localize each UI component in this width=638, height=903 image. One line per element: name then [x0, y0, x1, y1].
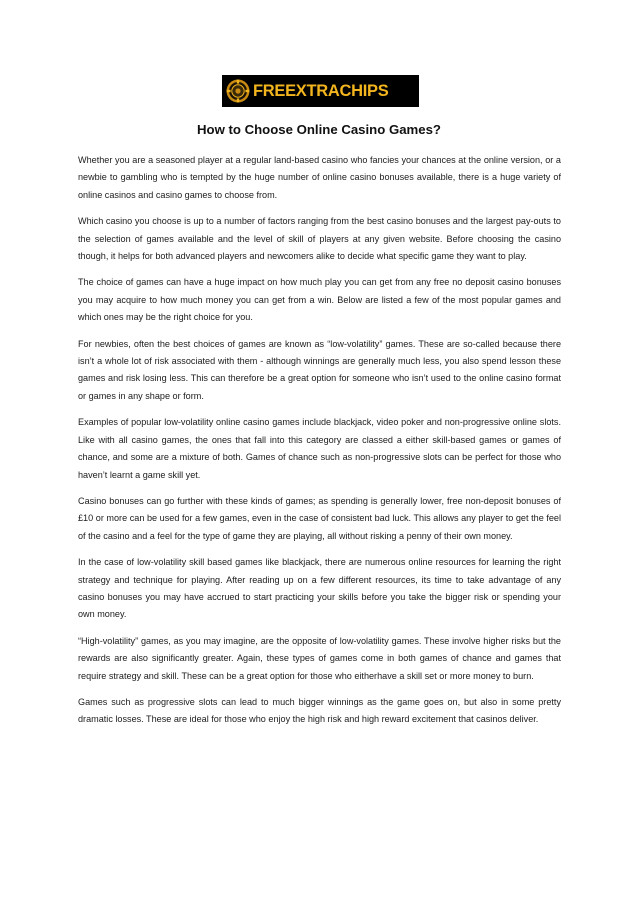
paragraph: “High-volatility” games, as you may imagine, are the opposite of low-volatility games. These involve higher risks but the rewards are also significantly greater. Again, these types of games come in both games of chance and games that require strategy and skill. These can be a great option for those who eitherhave a skill set or more money to burn.: [78, 635, 561, 681]
paragraph: For newbies, often the best choices of games are known as “low-volatility” games. These are so-called because there isn’t a whole lot of risk associated with them - although winnings are generally much less, you also spend lesson these games and risk losing less. This can therefore be a great option for someone who isn’t used to the online casino format or games in any shape or form.: [78, 338, 561, 401]
paragraph: The choice of games can have a huge impact on how much play you can get from any free no deposit casino bonuses you may acquire to how much money you can get from a win. Below are listed a few of the most popular games and which ones may be the right choice for you.: [78, 277, 561, 323]
paragraph: In the case of low-volatility skill based games like blackjack, there are numerous online resources for learning the right strategy and technique for playing. After reading up on a few different resources, its time to take advantage of any casino bonuses you may have accrued to start practicing your skills before you take the bigger risk or spending your own money.: [78, 557, 561, 620]
casino-chip-icon: [226, 79, 250, 103]
paragraph: Games such as progressive slots can lead to much bigger winnings as the game goes on, but also in some pretty dramatic losses. These are ideal for those who enjoy the high risk and high reward excitement that casinos deliver.: [78, 696, 561, 725]
paragraph: Which casino you choose is up to a number of factors ranging from the best casino bonuses and the largest pay-outs to the selection of games available and the level of skill of players at any given website. Before choosing the casino though, it helps for both advanced players and newcomers alike to decide what specific game they want to play.: [78, 216, 561, 262]
logo-wordmark: FREEXTRACHIPS: [253, 81, 389, 100]
document-body: [78, 152, 561, 738]
paragraph: Casino bonuses can go further with these kinds of games; as spending is generally lower, free non-deposit bonuses of £10 or more can be used for a few games, even in the case of consistent bad luck. This allows any player to get the feel of the casino and a feel for the type of game they are playing, all without risking a penny of their own money.: [78, 495, 561, 541]
paragraph: Whether you are a seasoned player at a regular land-based casino who fancies your chances at the online version, or a newbie to gambling who is tempted by the huge number of online casino bonuses available, there is a huge variety of online casinos and casino games to choose from.: [78, 155, 561, 200]
document-title: How to Choose Online Casino Games?: [196, 122, 441, 137]
paragraph: Examples of popular low-volatility online casino games include blackjack, video poker and non-progressive online slots. Like with all casino games, the ones that fall into this category are classed a either skill-based games or games of chance, and some are a mixture of both. Games of chance such as non-progressive slots can be perfect for those who haven’t learnt a game skill yet.: [78, 417, 561, 480]
freeextrachips-logo: [222, 75, 419, 107]
